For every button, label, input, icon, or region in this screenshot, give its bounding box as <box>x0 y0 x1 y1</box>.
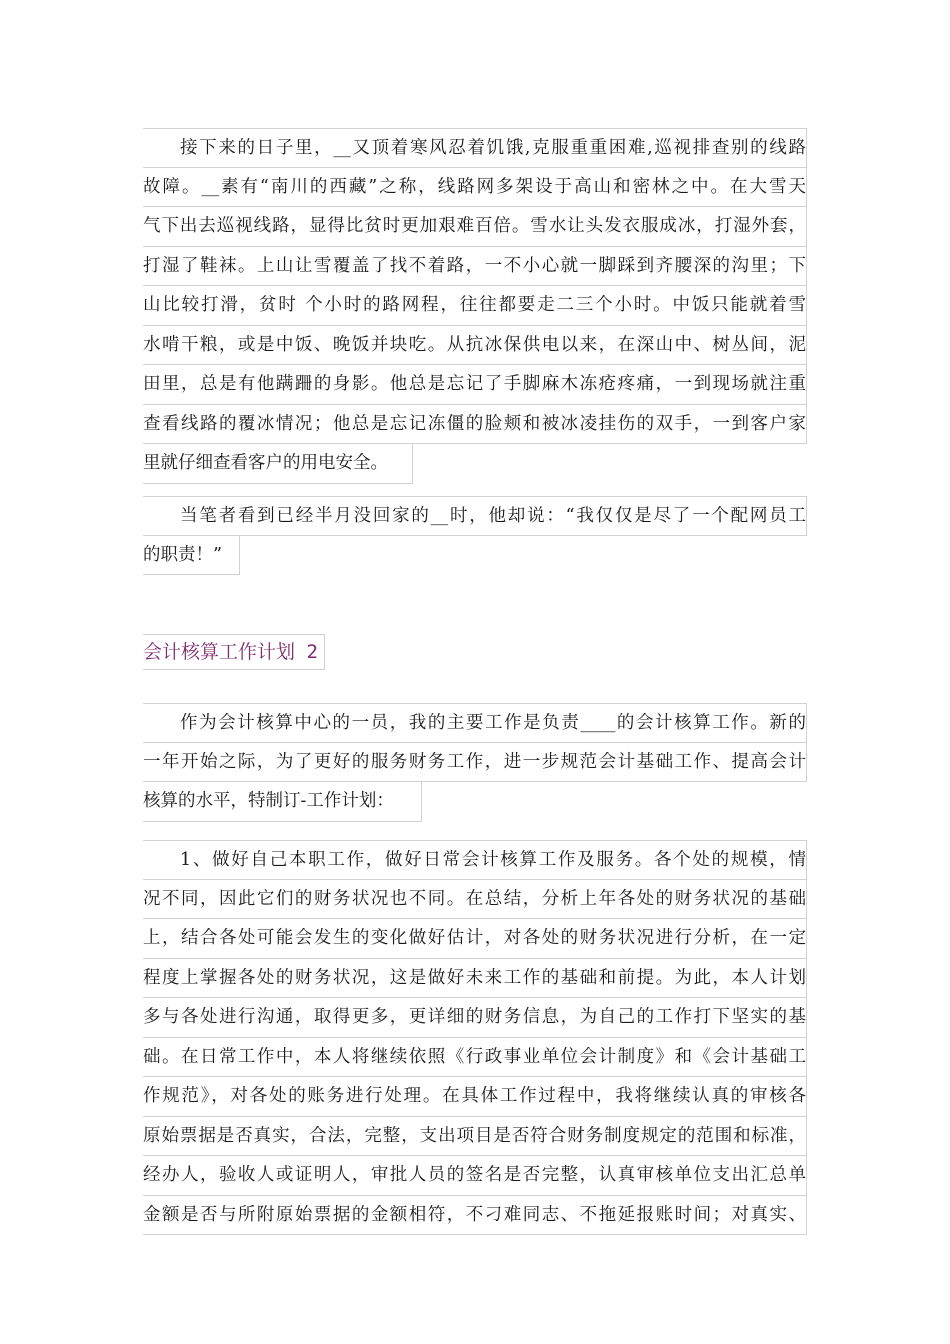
text-line: 田里，总是有他蹒跚的身影。他总是忘记了手脚麻木冻疮疼痛，一到现场就注重 <box>143 365 807 405</box>
text-line: 经办人，验收人或证明人，审批人员的签名是否完整，认真审核单位支出汇总单 <box>143 1156 807 1196</box>
text-line: 接下来的日子里，__又顶着寒风忍着饥饿,克服重重困难,巡视排查别的线路 <box>143 128 807 168</box>
text-line: 1、做好自己本职工作，做好日常会计核算工作及服务。各个处的规模，情 <box>143 840 807 880</box>
paragraph-item-1 <box>143 840 807 1235</box>
text-line: 里就仔细查看客户的用电安全。 <box>143 444 413 484</box>
text-line: 水啃干粮，或是中饭、晚饭并块吃。从抗冰保供电以来，在深山中、树丛间，泥 <box>143 326 807 366</box>
text-line: 上，结合各处可能会发生的变化做好估计，对各处的财务状况进行分析，在一定 <box>143 919 807 959</box>
text-line: 程度上掌握各处的财务状况，这是做好未来工作的基础和前提。为此，本人计划 <box>143 959 807 999</box>
paragraph-line-patrol <box>143 128 807 484</box>
text-line: 多与各处进行沟通，取得更多，更详细的财务信息，为自己的工作打下坚实的基 <box>143 998 807 1038</box>
text-line: 础。在日常工作中，本人将继续依照《行政事业单位会计制度》和《会计基础工 <box>143 1038 807 1078</box>
text-line: 故障。__素有“南川的西藏”之称，线路网多架设于高山和密林之中。在大雪天 <box>143 168 807 208</box>
text-line: 一年开始之际，为了更好的服务财务工作，进一步规范会计基础工作、提高会计 <box>143 743 807 783</box>
text-line: 打湿了鞋袜。上山让雪覆盖了找不着路，一不小心就一脚踩到齐腰深的沟里；下 <box>143 247 807 287</box>
paragraph-quote <box>143 496 807 575</box>
text-line: 金额是否与所附原始票据的金额相符，不刁难同志、不拖延报账时间；对真实、 <box>143 1196 807 1236</box>
text-line: 当笔者看到已经半月没回家的__时，他却说：“我仅仅是尽了一个配网员工 <box>143 496 807 536</box>
text-line: 作为会计核算中心的一员，我的主要工作是负责____的会计核算工作。新的 <box>143 703 807 743</box>
paragraph-intro <box>143 703 807 822</box>
section-heading: 会计核算工作计划 2 <box>143 634 325 670</box>
text-line: 核算的水平，特制订-工作计划： <box>143 782 422 822</box>
text-line: 的职责！” <box>143 536 240 576</box>
text-line: 作规范》，对各处的账务进行处理。在具体工作过程中，我将继续认真的审核各 <box>143 1077 807 1117</box>
text-line: 况不同，因此它们的财务状况也不同。在总结，分析上年各处的财务状况的基础 <box>143 880 807 920</box>
text-line: 查看线路的覆冰情况；他总是忘记冻僵的脸颊和被冰凌挂伤的双手，一到客户家 <box>143 405 807 445</box>
text-line: 山比较打滑，贫时 个小时的路网程，往往都要走二三个小时。中饭只能就着雪 <box>143 286 807 326</box>
text-line: 气下出去巡视线路，显得比贫时更加艰难百倍。雪水让头发衣服成冰，打湿外套， <box>143 207 807 247</box>
text-line: 原始票据是否真实，合法，完整，支出项目是否符合财务制度规定的范围和标准， <box>143 1117 807 1157</box>
